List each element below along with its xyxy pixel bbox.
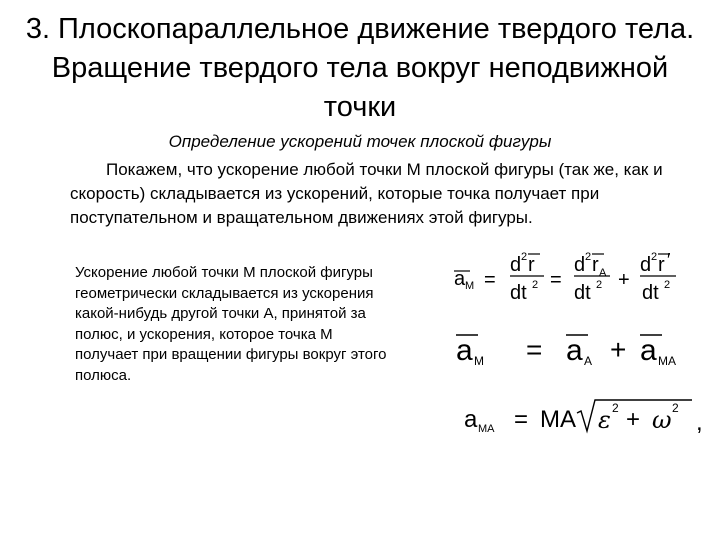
svg-text:MA: MA [540,406,576,433]
svg-text:MA: MA [658,354,676,368]
svg-text:a: a [454,268,466,290]
svg-text:A: A [584,354,593,368]
svg-text:2: 2 [664,279,671,291]
formula-acceleration-derivative [454,250,676,304]
svg-text:d: d [510,254,522,276]
svg-text:MA: MA [478,423,495,435]
acceleration-description: Ускорение любой точки М плоской фигуры геометрически складывается из ускорения какой-нибудь другой точки А, принятой за полюс, и ускорения, которое точка М получает при вращении фигуры вокруг этого полюса. [75,264,387,384]
svg-text:r: r [528,254,535,276]
svg-text:r: r [592,254,599,276]
svg-text:A: A [599,267,607,279]
svg-text:=: = [514,406,529,433]
fraction-d2r-dt2 [510,251,544,304]
svg-text:a: a [464,406,478,433]
svg-text:2: 2 [672,401,679,415]
svg-text:+: + [626,406,641,433]
svg-text:2: 2 [585,251,592,263]
formula-vector-sum [456,334,676,368]
formula-block [440,240,710,440]
svg-text:d: d [574,254,586,276]
svg-text:,: , [696,409,703,436]
svg-text:M: M [474,354,484,368]
svg-text:dt: dt [510,282,527,304]
svg-text:a: a [566,334,583,367]
svg-text:M: M [465,280,475,292]
svg-text:r: r [658,254,665,276]
svg-text:dt: dt [574,282,591,304]
svg-text:d: d [640,254,652,276]
svg-text:a: a [640,334,657,367]
svg-text:ω: ω [652,406,672,434]
svg-text:′: ′ [667,250,671,270]
fraction-d2r-prime-dt2 [640,250,676,304]
svg-text:=: = [550,269,562,291]
formula-relative-acceleration [464,400,703,436]
svg-text:dt: dt [642,282,659,304]
section-subtitle: Определение ускорений точек плоской фигуры [168,132,552,151]
svg-text:ε: ε [598,406,611,434]
slide-title: 3. Плоскопараллельное движение твердого тела. Вращение твердого тела вокруг неподвижной точки [25,13,695,123]
svg-text:2: 2 [651,251,658,263]
svg-text:2: 2 [521,251,528,263]
svg-text:2: 2 [596,279,603,291]
intro-paragraph: Покажем, что ускорение любой точки М плоской фигуры (так же, как и скорость) складывается из ускорений, которые точка получает при поступательном и вращательном движениях этой фигуры. [70,160,663,227]
fraction-d2rA-dt2 [574,251,610,304]
svg-text:2: 2 [532,279,539,291]
svg-text:+: + [618,269,630,291]
svg-text:=: = [484,269,496,291]
svg-text:a: a [456,334,473,367]
svg-text:2: 2 [612,401,619,415]
svg-text:=: = [526,334,543,365]
svg-text:+: + [610,334,627,365]
